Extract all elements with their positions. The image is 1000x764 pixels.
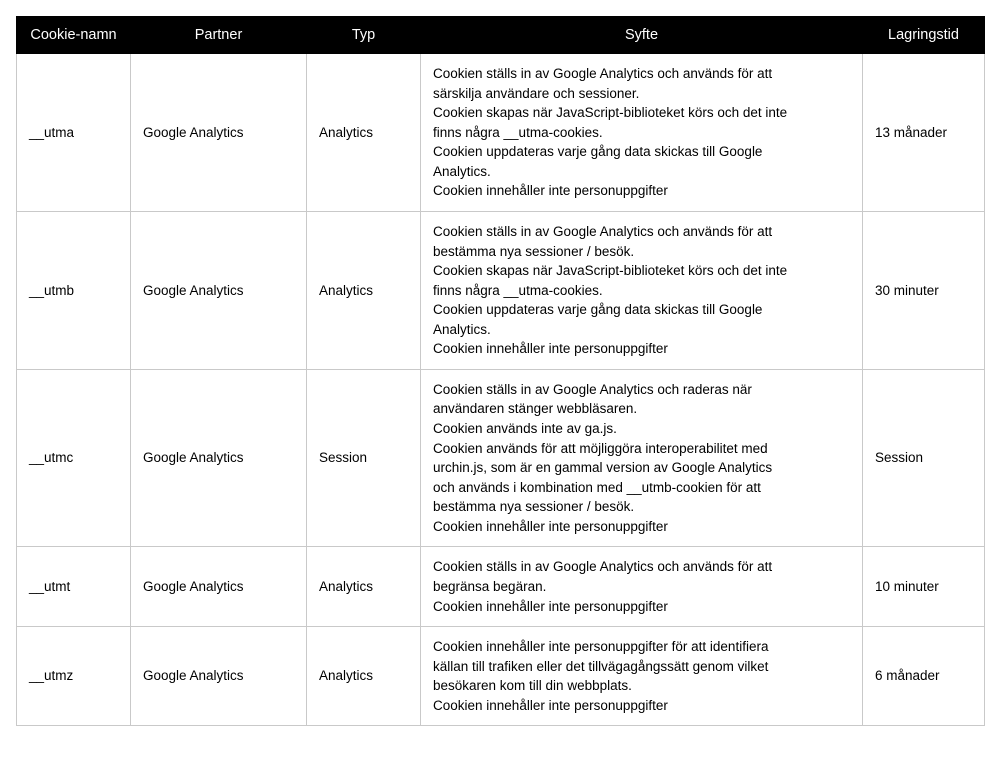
table-body: [17, 54, 985, 726]
cell-type: Session: [307, 369, 421, 547]
cell-storage-time: Session: [863, 369, 985, 547]
purpose-line: finns några __utma-cookies.: [433, 124, 603, 140]
table-header: [17, 17, 985, 54]
cell-partner: Google Analytics: [131, 547, 307, 627]
purpose-line: användaren stänger webbläsaren.: [433, 401, 638, 417]
column-header-storage-time: Lagringstid: [863, 17, 985, 54]
purpose-line: bestämma nya sessioner / besök.: [433, 243, 635, 259]
cell-type: Analytics: [307, 54, 421, 212]
purpose-line: särskilja användare och sessioner.: [433, 85, 640, 101]
purpose-line: Cookien innehåller inte personuppgifter: [433, 697, 668, 713]
cell-partner: Google Analytics: [131, 627, 307, 726]
purpose-line: Analytics.: [433, 163, 491, 179]
purpose-line: Analytics.: [433, 321, 491, 337]
table-row: [17, 369, 985, 547]
purpose-line: begränsa begäran.: [433, 578, 547, 594]
cookie-information-table: [16, 16, 985, 726]
purpose-line: och används i kombination med __utmb-cookien för att: [433, 479, 761, 495]
cell-cookie-name: __utma: [17, 54, 131, 212]
cell-purpose: [421, 627, 863, 726]
purpose-line: Cookien används inte av ga.js.: [433, 421, 617, 436]
table-row: [17, 627, 985, 726]
purpose-line: Cookien innehåller inte personuppgifter: [433, 341, 668, 357]
cell-cookie-name: __utmb: [17, 211, 131, 369]
table-row: [17, 211, 985, 369]
purpose-line: Cookien skapas när JavaScript-biblioteket körs och det inte: [433, 105, 788, 121]
cell-partner: Google Analytics: [131, 211, 307, 369]
cell-cookie-name: __utmt: [17, 547, 131, 627]
column-header-type: Typ: [307, 17, 421, 54]
table-row: [17, 54, 985, 212]
cell-purpose: [421, 54, 863, 212]
cell-type: Analytics: [307, 547, 421, 627]
purpose-line: bestämma nya sessioner / besök.: [433, 499, 635, 515]
purpose-line: Cookien innehåller inte personuppgifter: [433, 518, 668, 534]
cell-type: Analytics: [307, 211, 421, 369]
cell-purpose: [421, 547, 863, 627]
purpose-line: Cookien uppdateras varje gång data skickas till Google: [433, 144, 763, 160]
purpose-line: urchin.js, som är en gammal version av Google Analytics: [433, 460, 773, 476]
cell-cookie-name: __utmz: [17, 627, 131, 726]
column-header-partner: Partner: [131, 17, 307, 54]
cell-storage-time: 13 månader: [863, 54, 985, 212]
purpose-line: Cookien ställs in av Google Analytics och används för att: [433, 559, 773, 575]
cell-storage-time: 30 minuter: [863, 211, 985, 369]
cell-partner: Google Analytics: [131, 369, 307, 547]
cell-partner: Google Analytics: [131, 54, 307, 212]
purpose-line: finns några __utma-cookies.: [433, 282, 603, 298]
cell-type: Analytics: [307, 627, 421, 726]
cell-cookie-name: __utmc: [17, 369, 131, 547]
purpose-line: Cookien ställs in av Google Analytics och raderas när: [433, 381, 752, 397]
column-header-purpose: Syfte: [421, 17, 863, 54]
purpose-line: källan till trafiken eller det tillvägagångssätt genom vilket: [433, 658, 769, 674]
cell-purpose: [421, 369, 863, 547]
purpose-line: Cookien innehåller inte personuppgifter: [433, 598, 668, 614]
purpose-line: Cookien ställs in av Google Analytics och används för att: [433, 66, 773, 81]
purpose-line: Cookien används för att möjliggöra interoperabilitet med: [433, 440, 768, 456]
table-header-row: [17, 17, 985, 54]
cell-storage-time: 6 månader: [863, 627, 985, 726]
purpose-line: besökaren kom till din webbplats.: [433, 678, 632, 694]
purpose-line: Cookien innehåller inte personuppgifter: [433, 183, 668, 199]
purpose-line: Cookien uppdateras varje gång data skickas till Google: [433, 302, 763, 318]
purpose-line: Cookien ställs in av Google Analytics och används för att: [433, 223, 773, 239]
table-row: [17, 547, 985, 627]
column-header-cookie-name: Cookie-namn: [17, 17, 131, 54]
purpose-line: Cookien innehåller inte personuppgifter för att identifiera: [433, 639, 769, 655]
cell-storage-time: 10 minuter: [863, 547, 985, 627]
purpose-line: Cookien skapas när JavaScript-biblioteket körs och det inte: [433, 263, 788, 279]
cell-purpose: [421, 211, 863, 369]
